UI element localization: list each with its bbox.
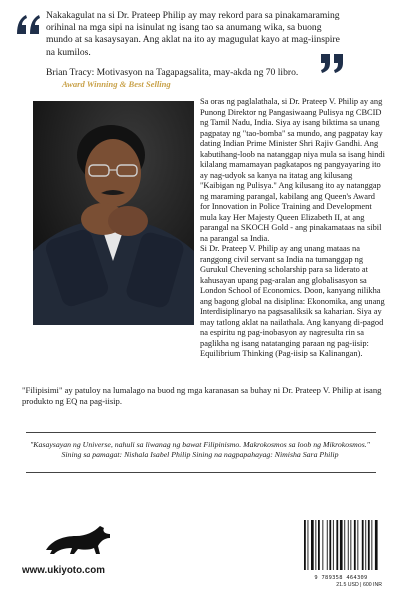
author-photo <box>33 101 194 325</box>
book-description: "Filipisimi" ay patuloy na lumalago na buod ng mga karanasan sa buhay ni Dr. Prateep V. Philip at isang produkto ng EQ na pag-iisip. <box>22 385 382 406</box>
endorsement-quote: Nakakagulat na si Dr. Prateep Philip ay may rekord para sa pinakamaraming orihinal na mga sipi na isinulat ng isang tao sa anumang wika, sa buong mundo at sa kasaysayan. Ang aklat na ito ay magugulat kayo at mag-iinspire na kumilos. <box>46 10 340 58</box>
credits: "Kasaysayan ng Universe, nahuli sa liwanag ng bawat Filipinismo. Makrokosmos sa loob ng Mikrokosmos." Sining sa pamagat: Nishala Isabel Philip Sining na nagpapahayag: Nimisha Sara Philip <box>30 440 370 459</box>
tagline: Award Winning & Best Selling <box>62 79 171 89</box>
bio-paragraph: Si Dr. Prateep V. Philip ay ang unang mataas na ranggong civil servant sa India na tumanggap ng Gurukul Chevening scholarship para sa liderato at kahusayan upang pag-aralan ang globalisasyon sa London School of Economics. Doon, kanyang nilikha ang bagong global na disiplina: Ekonomika, ang unang Interdisiplinaryo na pagsasaliksik sa kaharian. Siya ay may tatlong aklat na nailathala. Ang kanyang di-pagod na espiritu ng pag-inobasyon ay nagresulta rin sa paglikha ng isang natatanging paraan ng pag-iisip: Equilibrium Thinking (Pag-iisip sa Kalinangan). <box>200 244 385 358</box>
publisher-website: www.ukiyoto.com <box>22 565 105 576</box>
divider <box>26 432 376 433</box>
isbn-number: 9 789358 464309 <box>314 575 368 581</box>
open-quote-icon <box>14 12 42 38</box>
price: 21.5 USD | 600 INR <box>336 582 382 588</box>
isbn-barcode <box>300 518 382 576</box>
quote-author: Brian Tracy: Motivasyon na Tagapagsalita, may-akda ng 70 libro. <box>46 67 299 78</box>
publisher-logo-icon <box>42 520 114 560</box>
divider <box>26 472 376 473</box>
bio-paragraph: Sa oras ng paglalathala, si Dr. Prateep V. Philip ay ang Punong Direktor ng Pangasiwaang Pulisya ng CBCID ng Tamil Nadu, India. Siya ay isang biktima sa unang pagpatay ng "tao-bomba" sa mundo, ang pagpatay kay dating Indian Prime Minister Shri Rajiv Gandhi. Ang kabutihang-loob na natanggap niya mula sa isang hindi kilalang mamamayan pagkatapos ng pangyayaring ito ay nag-udyok sa kanya na itatag ang kilusang "Kaibigan ng Pulisya." Ang kilusang ito ay natanggap ng maraming parangal, kabilang ang Queen's Award for Innovation in Police Training and Development mula kay Her Majesty Queen Elizabeth II, at ang parangal na SKOCH Gold - ang pinakamataas na sibil na parangal sa India. <box>200 97 385 243</box>
author-bio <box>200 97 386 360</box>
